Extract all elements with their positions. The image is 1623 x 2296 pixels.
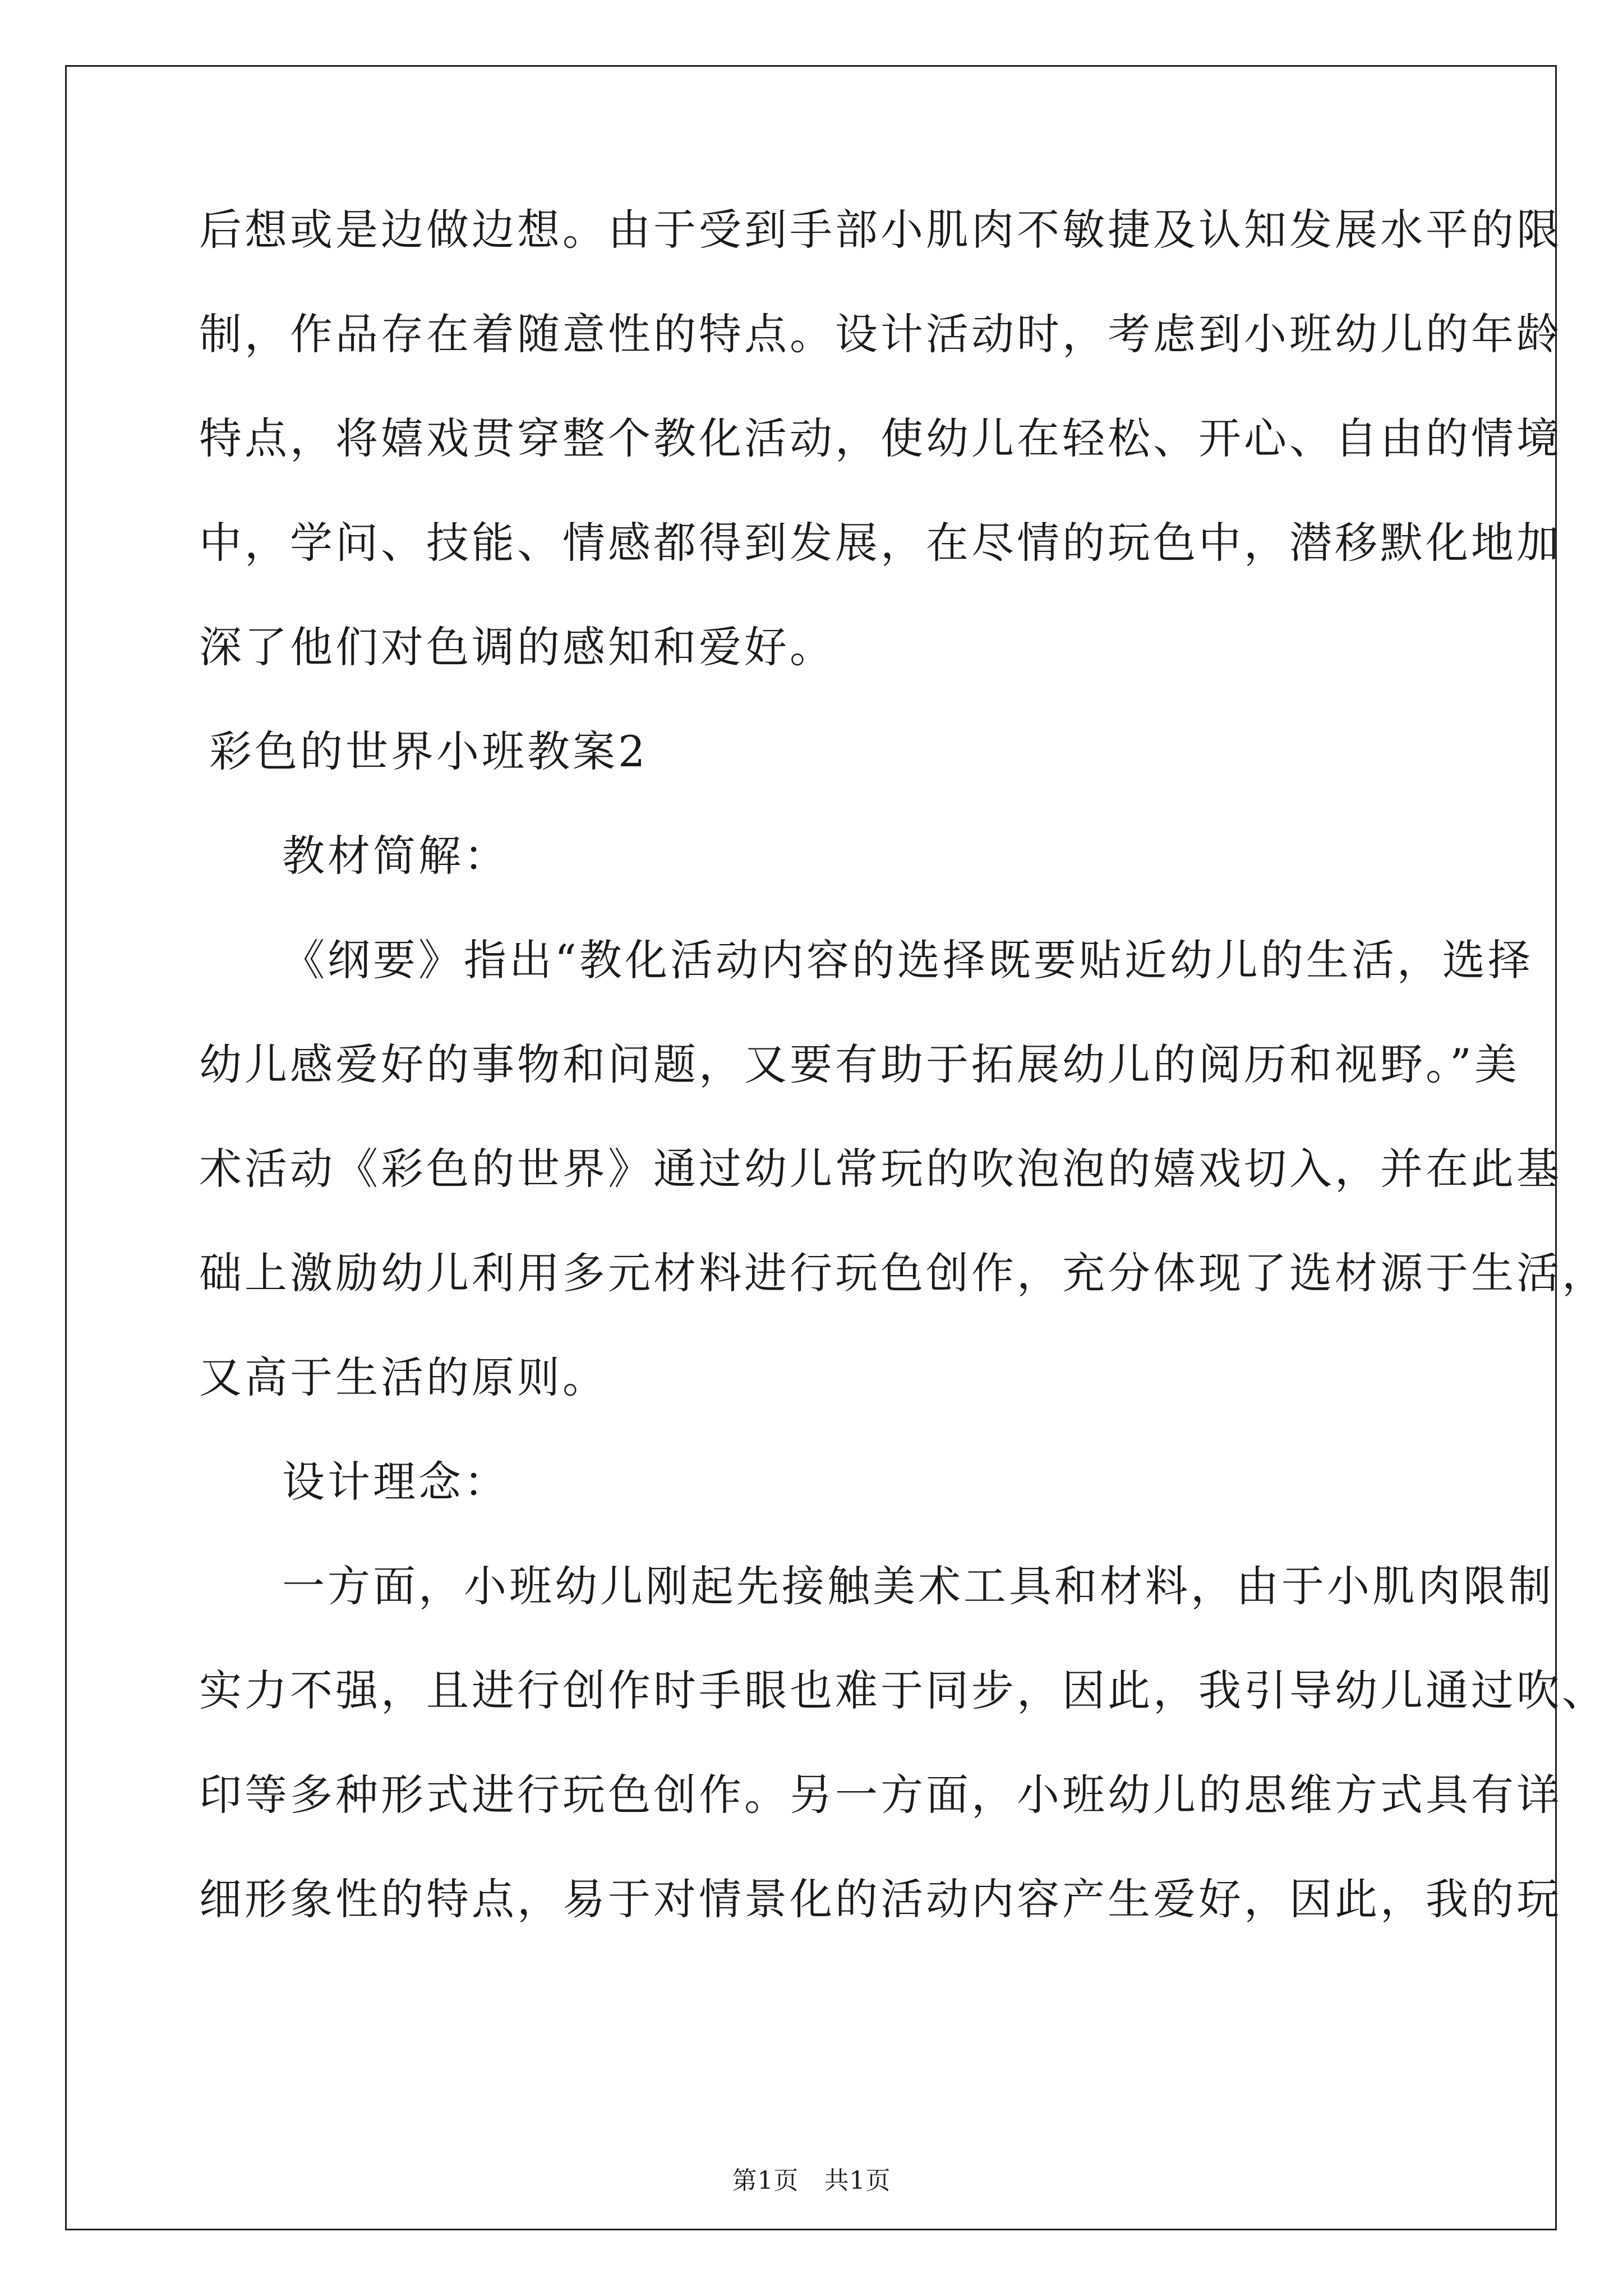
- paragraph-line: 础上激励幼儿利用多元材料进行玩色创作，充分体现了选材源于生活，: [199, 1248, 1607, 1298]
- paragraph-line: 实力不强，且进行创作时手眼也难于同步，因此，我引导幼儿通过吹、: [199, 1665, 1607, 1715]
- section-heading: 彩色的世界小班教案2: [209, 726, 648, 776]
- paragraph-line: 细形象性的特点，易于对情景化的活动内容产生爱好，因此，我的玩: [199, 1874, 1562, 1924]
- paragraph-line: 幼儿感爱好的事物和问题，又要有助于拓展幼儿的阅历和视野。”美: [199, 1039, 1520, 1089]
- subheading: 教材简解：: [282, 831, 509, 881]
- paragraph-line: 特点，将嬉戏贯穿整个教化活动，使幼儿在轻松、开心、自由的情境: [199, 413, 1562, 463]
- subheading: 设计理念：: [282, 1457, 509, 1507]
- paragraph-line: 后想或是边做边想。由于受到手部小肌肉不敏捷及认知发展水平的限: [199, 205, 1562, 255]
- paragraph-line: 深了他们对色调的感知和爱好。: [199, 622, 835, 672]
- page-footer: 第1页 共1页: [732, 2166, 891, 2195]
- paragraph-line: 印等多种形式进行玩色创作。另一方面，小班幼儿的思维方式具有详: [199, 1770, 1562, 1820]
- paragraph-line: 《纲要》指出“教化活动内容的选择既要贴近幼儿的生活，选择: [282, 935, 1533, 985]
- paragraph-line: 中，学问、技能、情感都得到发展，在尽情的玩色中，潜移默化地加: [199, 518, 1562, 568]
- paragraph-line: 一方面，小班幼儿刚起先接触美术工具和材料，由于小肌肉限制: [282, 1561, 1554, 1611]
- paragraph-line: 又高于生活的原则。: [199, 1352, 608, 1402]
- paragraph-line: 术活动《彩色的世界》通过幼儿常玩的吹泡泡的嬉戏切入，并在此基: [199, 1144, 1562, 1194]
- paragraph-line: 制，作品存在着随意性的特点。设计活动时，考虑到小班幼儿的年龄: [199, 309, 1562, 359]
